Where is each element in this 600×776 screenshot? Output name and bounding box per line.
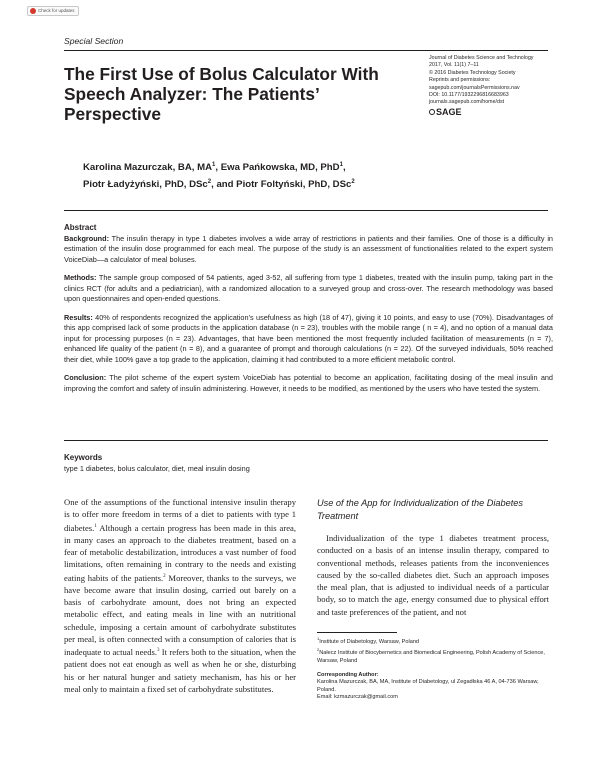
reprints-label: Reprints and permissions: [429, 77, 491, 84]
keywords-heading: Keywords [64, 453, 103, 462]
journal-metadata [429, 55, 559, 117]
body-text: Although a certain progress has been made in this area, in many cases an approach to the diabetes treatment, based on a fear of metabolic destabilization, introduces a vast number of food limitations, often remaining in contrary to the needs and existing eating habits of the patients. [64, 522, 296, 583]
author-separator: , [342, 162, 346, 174]
doi-link[interactable]: DOI: 10.1177/1932296816683963 [429, 92, 509, 99]
citation-mark[interactable]: 1 [94, 523, 97, 529]
permissions-link[interactable]: sagepub.com/journalsPermissions.nav [429, 84, 520, 91]
abstract-background [64, 234, 553, 266]
section-label: Special Section [64, 36, 124, 46]
author-affiliation-mark: 2 [207, 179, 212, 186]
article-title: The First Use of Bolus Calculator With Speech Analyzer: The Patients’ Perspective [64, 64, 379, 124]
body-left-column [64, 496, 296, 695]
author-name: Karolina Mazurczak, BA, MA [83, 162, 213, 174]
body-right-column [317, 532, 549, 618]
author-affiliation-mark: 1 [212, 162, 216, 168]
body-text: Moreover, thanks to the surveys, we have become aware that insulin dosing, carried out barely on a basis of carbohydrate amount, does not bring an expected metabolic effect, and eating meals in line with an nutritional schedule, imposing a certain amount of carbohydrate substitutes per meal, is often connected with a consumption of calories that is inadequate to actual needs. [64, 572, 297, 658]
section-divider [64, 50, 548, 51]
methods-label: Methods: [64, 273, 97, 282]
conclusion-text: The pilot scheme of the expert system VoiceDiab has potential to become an application, facilitating dosing of the meal insulin and improving the comfort and safety of insulin administering. However, it needs to be modified, as mentioned by the users who have tested the system. [64, 373, 553, 393]
affiliation-1 [317, 635, 555, 646]
footnote-divider [317, 632, 397, 633]
body-paragraph [64, 496, 296, 695]
copyright-line: © 2016 Diabetes Technology Society [429, 69, 516, 76]
author-name: Piotr Foltyński, PhD, DSc [236, 179, 352, 191]
author-separator: , [215, 162, 221, 174]
journal-name: Journal of Diabetes Science and Technology [429, 55, 534, 61]
update-icon [30, 8, 36, 14]
results-label: Results: [64, 312, 93, 322]
author-affiliation-mark: 2 [351, 179, 355, 186]
abstract-top-divider [64, 210, 548, 211]
background-label: Background: [64, 233, 109, 243]
abstract [64, 223, 553, 402]
abstract-conclusion [64, 373, 553, 394]
affiliation-mark: 1 [317, 636, 320, 641]
body-paragraph: Individualization of the type 1 diabetes treatment process, conducted on a basis of an intense insulin therapy, compared to conventional methods, releases patients from the inconveniences caused by the so-called diabetes diet. Such an approach imposes the meal plan, that is adjusted to individual needs of a particular body, so to match the age, energy consumed due to physical effort and taste preferences of the patient, and not [317, 533, 549, 617]
results-text: 40% of respondents recognized the application’s usefulness as high (18 of 47), giving it 10 points, and easy to use (70%). Disadvantages of this app comprised lack of some products in the application database (n = 23), troubles with the mobile range ( n = 4), and no option of a manual data input for processing purposes (n = 23). Advantages, that have been mentioned the most frequently included facilitation of measurements (n = 7), enhanced life quality of the patient (n = 8), and a guarantee of prompt and thorough calculations (n = 22). Of the surveyed individuals, 50% reached their diet, while 100% gave a top grade to the application, claiming it had contributed to a more efficient metabolic control. [64, 312, 553, 364]
corresponding-author-text: Karolina Mazurczak, BA, MA, Institute of Diabetology, ul Zegadłska 46 A, 04-736 Warsaw, Poland. [317, 679, 539, 693]
citation-mark[interactable]: 2 [163, 573, 166, 579]
abstract-heading: Abstract [64, 223, 97, 232]
citation-mark[interactable]: 3 [157, 648, 160, 654]
check-for-updates-label: Check for updates [38, 7, 75, 13]
footnotes [317, 635, 555, 702]
affiliation-2 [317, 646, 555, 665]
affiliation-text: Nałecz Institute of Biocybernetics and Biomedical Engineering, Polish Academy of Science, Warsaw, Poland [317, 650, 545, 664]
abstract-methods [64, 273, 553, 305]
section-heading: Use of the App for Individualization of the Diabetes Treatment [317, 498, 523, 521]
body-text: One of the assumptions of the functional intensive insulin therapy is to offer more freedom in terms of a diet to patients with type 1 diabetes. [64, 497, 296, 533]
check-for-updates-badge[interactable] [27, 6, 79, 16]
author-name: Ewa Pańkowska, MD, PhD [220, 162, 340, 174]
methods-text: The sample group composed of 54 patients, aged 3-52, all suffering from type 1 diabetes, treated with the insulin pump, taking part in the clinics RCT (for adults and a pediatrician), with a randomized allocation to a surveyed group and cross-over. The research methodology was based upon questionnaires and open-ended questions. [64, 273, 553, 303]
affiliation-mark: 2 [317, 647, 320, 653]
abstract-results [64, 313, 553, 366]
abstract-bottom-divider [64, 440, 548, 441]
journal-home-link[interactable]: journals.sagepub.com/home/dst [429, 99, 505, 106]
sage-logo [429, 107, 559, 117]
conclusion-label: Conclusion: [64, 373, 107, 382]
sage-ring-icon [429, 109, 435, 115]
background-text: The insulin therapy in type 1 diabetes involves a wide array of restrictions in patients and their families. One of those is a difficulty in estimation of the insulin dose programmed for each meal. The purpose of the study is an assessment of functionalities related to the expert system VoiceDiab—a calculator of meal boluses. [64, 233, 553, 264]
author-separator: , and [211, 179, 237, 191]
keywords-block [64, 453, 544, 474]
body-text: It refers both to the situation, when the patient does not eat enough as well as when he or she, disturbing his or her natural hunger and satiety mechanism, has his or her meal only to maintain a fixed set of carbohydrate substitutes. [64, 647, 296, 695]
corresponding-author-email[interactable]: Email: kzmazurczak@gmail.com [317, 694, 398, 701]
publisher-name: SAGE [436, 106, 462, 117]
author-list [83, 158, 503, 192]
journal-volume: 2017, Vol. 11(1) 7–11 [429, 62, 479, 69]
author-name: Piotr Ładyżyński, PhD, DSc [83, 179, 208, 191]
corresponding-author-heading: Corresponding Author: [317, 671, 379, 678]
author-affiliation-mark: 1 [339, 162, 343, 168]
affiliation-text: Institute of Diabetology, Warsaw, Poland [319, 638, 420, 645]
keywords-text: type 1 diabetes, bolus calculator, diet, meal insulin dosing [64, 463, 250, 473]
